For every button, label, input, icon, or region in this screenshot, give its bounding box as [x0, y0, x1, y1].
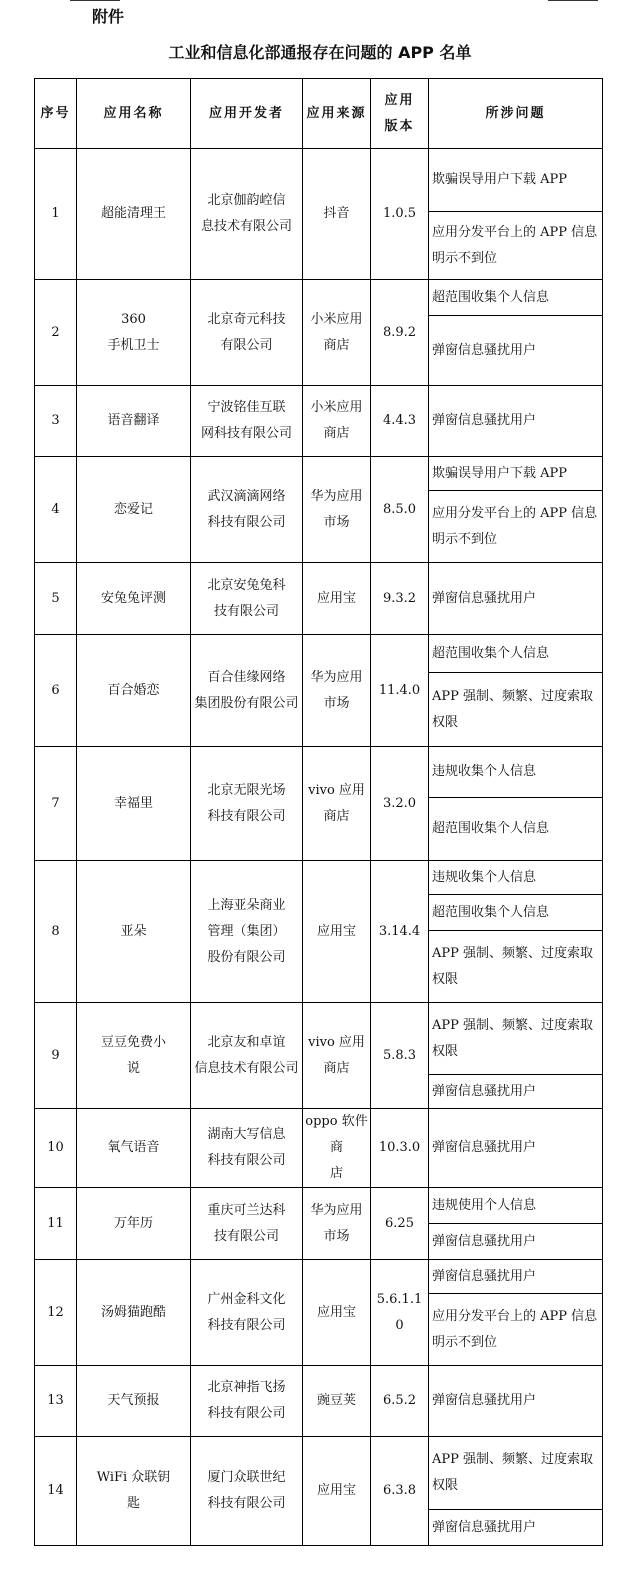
source-line: 豌豆荚 — [316, 1393, 356, 1408]
header-app-name: 应用名称 — [77, 79, 191, 149]
cell-developer — [191, 563, 303, 635]
app-list-table — [34, 78, 603, 1546]
cell-source — [303, 861, 371, 1003]
cell-index: 11 — [35, 1188, 77, 1260]
cell-problem: 超范围收集个人信息 — [429, 280, 603, 316]
table-row — [35, 457, 603, 491]
cell-source — [303, 1260, 371, 1366]
app-name-line: 语音翻译 — [107, 413, 160, 428]
app-name-line: 幸福里 — [113, 795, 153, 811]
cell-source — [303, 563, 371, 635]
cell-index: 9 — [35, 1003, 77, 1109]
developer-line: 宁波铭佳互联 — [207, 400, 286, 415]
cell-app-name — [77, 386, 191, 457]
source-line: 商店 — [323, 337, 350, 353]
source-line: 华为应用 — [310, 669, 363, 685]
cell-app-name — [77, 747, 191, 861]
cell-problem: 弹窗信息骚扰用户 — [429, 386, 603, 457]
cell-app-name — [77, 1003, 191, 1109]
developer-line: 集团股份有限公司 — [194, 695, 299, 711]
cell-problem: APP 强制、频繁、过度索取权限 — [429, 673, 603, 747]
app-name-line: 豆豆免费小 — [100, 1034, 166, 1050]
cell-developer — [191, 457, 303, 563]
table-row — [35, 861, 603, 895]
cell-developer — [191, 861, 303, 1003]
developer-line: 北京无限光场 — [207, 782, 286, 798]
developer-line: 科技有限公司 — [207, 1406, 286, 1421]
app-name-line: 安兔兔评测 — [100, 590, 166, 606]
developer-line: 北京安兔兔科 — [207, 577, 286, 593]
cell-developer — [191, 1109, 303, 1188]
cell-version: 3.2.0 — [371, 747, 429, 861]
developer-line: 北京神指飞扬 — [207, 1380, 286, 1395]
cell-app-name — [77, 635, 191, 747]
cell-developer — [191, 386, 303, 457]
cell-problem: 超范围收集个人信息 — [429, 798, 603, 861]
top-edge-mark-left — [70, 0, 120, 1]
cell-index: 3 — [35, 386, 77, 457]
cell-index: 7 — [35, 747, 77, 861]
cell-version: 6.5.2 — [371, 1366, 429, 1437]
source-line: 店 — [329, 1166, 343, 1181]
source-line: 市场 — [323, 514, 350, 530]
source-line: 商店 — [323, 1060, 350, 1076]
cell-developer — [191, 1437, 303, 1546]
app-name-line: 氧气语音 — [107, 1140, 160, 1155]
document-title: 工业和信息化部通报存在问题的 APP 名单 — [168, 43, 472, 62]
developer-line: 有限公司 — [220, 337, 273, 353]
table-row — [35, 1188, 603, 1224]
cell-index: 8 — [35, 861, 77, 1003]
cell-problem: 弹窗信息骚扰用户 — [429, 1109, 603, 1188]
table-row — [35, 386, 603, 457]
header-developer: 应用开发者 — [191, 79, 303, 149]
developer-line: 武汉滴滴网络 — [207, 488, 286, 504]
cell-problem: 弹窗信息骚扰用户 — [429, 1224, 603, 1260]
cell-problem: 弹窗信息骚扰用户 — [429, 563, 603, 635]
attachment-label: 附件 — [92, 7, 125, 26]
header-source: 应用来源 — [303, 79, 371, 149]
cell-problem: 超范围收集个人信息 — [429, 895, 603, 931]
header-version — [371, 79, 429, 149]
cell-problem: 应用分发平台上的 APP 信息明示不到位 — [429, 212, 603, 280]
table-row — [35, 635, 603, 673]
developer-line: 湖南大写信息 — [207, 1127, 286, 1142]
developer-line: 广州金科文化 — [207, 1291, 286, 1307]
cell-app-name — [77, 280, 191, 386]
app-name-line: 说 — [126, 1060, 140, 1076]
source-line: 应用宝 — [316, 590, 356, 606]
cell-source — [303, 1003, 371, 1109]
cell-version: 3.14.4 — [371, 861, 429, 1003]
cell-problem: 违规收集个人信息 — [429, 861, 603, 895]
table-row — [35, 747, 603, 798]
table-row — [35, 563, 603, 635]
app-name-line: 超能清理王 — [100, 206, 166, 221]
developer-line: 股份有限公司 — [207, 949, 286, 965]
source-line: 小米应用 — [310, 400, 363, 415]
cell-index: 13 — [35, 1366, 77, 1437]
cell-app-name — [77, 149, 191, 280]
app-name-line: 天气预报 — [107, 1393, 160, 1408]
app-name-line: 手机卫士 — [107, 337, 160, 353]
cell-version: 9.3.2 — [371, 563, 429, 635]
cell-version: 5.6.1.10 — [371, 1260, 429, 1366]
developer-line: 科技有限公司 — [207, 1317, 286, 1333]
developer-line: 网科技有限公司 — [200, 426, 292, 441]
developer-line: 技有限公司 — [213, 603, 279, 619]
app-name-line: 百合婚恋 — [107, 682, 160, 698]
developer-line: 北京伽韵崆信 — [207, 193, 286, 208]
source-line: 市场 — [323, 1228, 350, 1244]
developer-line: 技有限公司 — [213, 1228, 279, 1244]
cell-developer — [191, 747, 303, 861]
app-name-line: 汤姆猫跑酷 — [100, 1304, 166, 1320]
cell-problem: 应用分发平台上的 APP 信息明示不到位 — [429, 1294, 603, 1366]
source-line: 小米应用 — [310, 311, 363, 327]
developer-line: 重庆可兰达科 — [207, 1202, 286, 1218]
app-name-line: 360 — [121, 311, 146, 327]
cell-source — [303, 457, 371, 563]
cell-index: 4 — [35, 457, 77, 563]
cell-version: 8.5.0 — [371, 457, 429, 563]
table-row — [35, 280, 603, 316]
cell-developer — [191, 1366, 303, 1437]
cell-problem: 弹窗信息骚扰用户 — [429, 1366, 603, 1437]
cell-problem: 违规收集个人信息 — [429, 747, 603, 798]
table-body — [35, 149, 603, 1546]
header-version-text: 应用版本 — [384, 92, 415, 134]
cell-index: 5 — [35, 563, 77, 635]
cell-developer — [191, 1188, 303, 1260]
cell-source — [303, 1188, 371, 1260]
cell-problem: APP 强制、频繁、过度索取权限 — [429, 1437, 603, 1510]
table-header-row — [35, 79, 603, 149]
cell-source — [303, 1366, 371, 1437]
cell-source — [303, 386, 371, 457]
cell-app-name — [77, 861, 191, 1003]
source-line: 华为应用 — [310, 1202, 363, 1218]
cell-developer — [191, 280, 303, 386]
app-name-line: WiFi 众联钥 — [96, 1470, 171, 1485]
cell-index: 6 — [35, 635, 77, 747]
developer-line: 信息技术有限公司 — [194, 1060, 299, 1076]
cell-index: 1 — [35, 149, 77, 280]
cell-source — [303, 149, 371, 280]
header-index: 序号 — [35, 79, 77, 149]
developer-line: 科技有限公司 — [207, 514, 286, 530]
cell-problem: 弹窗信息骚扰用户 — [429, 1510, 603, 1546]
source-line: oppo 软件商 — [305, 1114, 368, 1155]
cell-app-name — [77, 563, 191, 635]
table-row — [35, 1437, 603, 1510]
developer-line: 厦门众联世纪 — [207, 1470, 286, 1485]
source-line: 应用宝 — [316, 1483, 356, 1498]
top-edge-marks — [0, 0, 640, 4]
developer-line: 息技术有限公司 — [200, 219, 292, 234]
cell-problem: 弹窗信息骚扰用户 — [429, 316, 603, 386]
cell-problem: APP 强制、频繁、过度索取权限 — [429, 931, 603, 1003]
table-row — [35, 1366, 603, 1437]
app-name-line: 万年历 — [113, 1215, 153, 1231]
cell-version: 1.0.5 — [371, 149, 429, 280]
cell-developer — [191, 635, 303, 747]
source-line: vivo 应用 — [308, 1034, 365, 1050]
source-line: 华为应用 — [310, 488, 363, 504]
cell-developer — [191, 1260, 303, 1366]
source-line: 商店 — [323, 808, 350, 824]
cell-problem: 欺骗误导用户下载 APP — [429, 149, 603, 212]
cell-index: 14 — [35, 1437, 77, 1546]
cell-version: 11.4.0 — [371, 635, 429, 747]
cell-version: 6.3.8 — [371, 1437, 429, 1546]
table-row — [35, 1109, 603, 1188]
cell-index: 10 — [35, 1109, 77, 1188]
cell-app-name — [77, 457, 191, 563]
cell-problem: 超范围收集个人信息 — [429, 635, 603, 673]
cell-version: 8.9.2 — [371, 280, 429, 386]
cell-source — [303, 280, 371, 386]
table-row — [35, 1260, 603, 1294]
cell-app-name — [77, 1437, 191, 1546]
cell-source — [303, 635, 371, 747]
cell-problem: 弹窗信息骚扰用户 — [429, 1260, 603, 1294]
header-problems: 所涉问题 — [429, 79, 603, 149]
cell-version: 5.8.3 — [371, 1003, 429, 1109]
cell-app-name — [77, 1260, 191, 1366]
cell-version: 6.25 — [371, 1188, 429, 1260]
table-row — [35, 1003, 603, 1075]
app-name-line: 亚朵 — [120, 923, 147, 939]
developer-line: 上海亚朵商业 — [207, 897, 286, 913]
top-edge-mark-right — [548, 0, 598, 1]
app-name-line: 恋爱记 — [113, 501, 153, 517]
cell-problem: 违规使用个人信息 — [429, 1188, 603, 1224]
developer-line: 科技有限公司 — [207, 808, 286, 824]
cell-problem: APP 强制、频繁、过度索取权限 — [429, 1003, 603, 1075]
source-line: 应用宝 — [316, 923, 356, 939]
cell-problem: 应用分发平台上的 APP 信息明示不到位 — [429, 491, 603, 563]
cell-version: 4.4.3 — [371, 386, 429, 457]
source-line: vivo 应用 — [308, 782, 365, 798]
cell-index: 12 — [35, 1260, 77, 1366]
source-line: 市场 — [323, 695, 350, 711]
cell-developer — [191, 149, 303, 280]
cell-version: 10.3.0 — [371, 1109, 429, 1188]
source-line: 抖音 — [323, 206, 350, 221]
cell-app-name — [77, 1109, 191, 1188]
cell-app-name — [77, 1366, 191, 1437]
cell-index: 2 — [35, 280, 77, 386]
developer-line: 北京友和卓谊 — [207, 1034, 286, 1050]
cell-source — [303, 747, 371, 861]
cell-source — [303, 1109, 371, 1188]
source-line: 应用宝 — [316, 1304, 356, 1320]
cell-problem: 欺骗误导用户下载 APP — [429, 457, 603, 491]
developer-line: 管理（集团） — [207, 923, 286, 939]
app-name-line: 匙 — [126, 1496, 140, 1511]
table-row — [35, 149, 603, 212]
developer-line: 北京奇元科技 — [207, 311, 286, 327]
cell-source — [303, 1437, 371, 1546]
source-line: 商店 — [323, 426, 350, 441]
developer-line: 科技有限公司 — [207, 1496, 286, 1511]
cell-app-name — [77, 1188, 191, 1260]
cell-developer — [191, 1003, 303, 1109]
developer-line: 科技有限公司 — [207, 1153, 286, 1168]
developer-line: 百合佳缘网络 — [207, 669, 286, 685]
cell-problem: 弹窗信息骚扰用户 — [429, 1075, 603, 1109]
